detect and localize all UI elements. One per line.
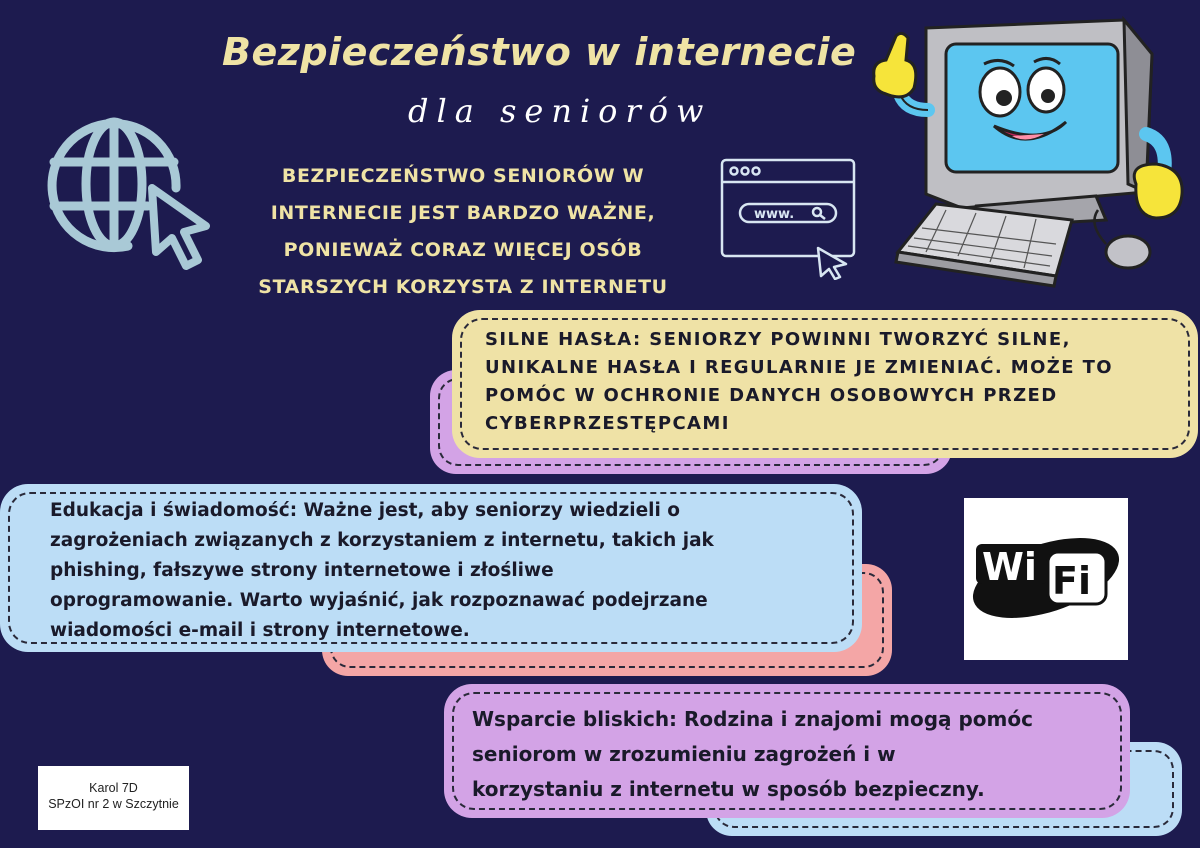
card-support	[444, 684, 1130, 818]
intro-text	[228, 158, 698, 306]
wifi-fi-text: Fi	[1052, 559, 1091, 603]
page-subtitle: dla seniorów	[408, 92, 712, 130]
author-label	[38, 766, 189, 830]
wifi-logo	[964, 498, 1128, 660]
card-passwords-line: CYBERPRZESTĘPCAMI	[485, 413, 730, 434]
page-title: Bezpieczeństwo w internecie	[222, 30, 857, 74]
author-school: SPzOI nr 2 w Szczytnie	[48, 797, 179, 811]
card-education-line: Edukacja i świadomość: Ważne jest, aby seniorzy wiedzieli o	[50, 500, 681, 521]
card-passwords	[452, 310, 1198, 458]
card-education-line: oprogramowanie. Warto wyjaśnić, jak rozpoznawać podejrzane	[50, 590, 708, 611]
card-support-line: korzystaniu z internetu w sposób bezpieczny.	[472, 777, 985, 801]
intro-line: INTERNECIE JEST BARDZO WAŻNE,	[270, 202, 656, 224]
intro-line: STARSZYCH KORZYSTA Z INTERNETU	[258, 276, 668, 298]
card-education	[0, 484, 862, 652]
browser-url-text: www.	[754, 207, 795, 222]
browser-window-icon	[718, 156, 864, 280]
card-education-line: zagrożeniach związanych z korzystaniem z internetu, takich jak	[50, 530, 714, 551]
card-education-line: phishing, fałszywe strony internetowe i złośliwe	[50, 560, 554, 581]
wifi-icon	[964, 498, 1128, 660]
card-passwords-line: SILNE HASŁA: SENIORZY POWINNI TWORZYĆ SILNE,	[485, 329, 1071, 350]
card-passwords-line: POMÓC W OCHRONIE DANYCH OSOBOWYCH PRZED	[485, 385, 1058, 406]
cartoon-computer-icon	[866, 14, 1188, 300]
intro-line: BEZPIECZEŃSTWO SENIORÓW W	[281, 165, 645, 187]
card-passwords-line: UNIKALNE HASŁA I REGULARNIE JE ZMIENIAĆ. MOŻE TO	[485, 357, 1113, 378]
globe-cursor-icon	[28, 96, 214, 272]
author-name: Karol 7D	[89, 781, 138, 795]
intro-line: PONIEWAŻ CORAZ WIĘCEJ OSÓB	[283, 239, 643, 261]
card-education-line: wiadomości e-mail i strony internetowe.	[50, 620, 470, 641]
card-support-line: Wsparcie bliskich: Rodzina i znajomi mogą pomóc	[472, 707, 1033, 731]
wifi-wi-text: Wi	[982, 545, 1037, 589]
card-support-line: seniorom w zrozumieniu zagrożeń i w	[472, 742, 896, 766]
